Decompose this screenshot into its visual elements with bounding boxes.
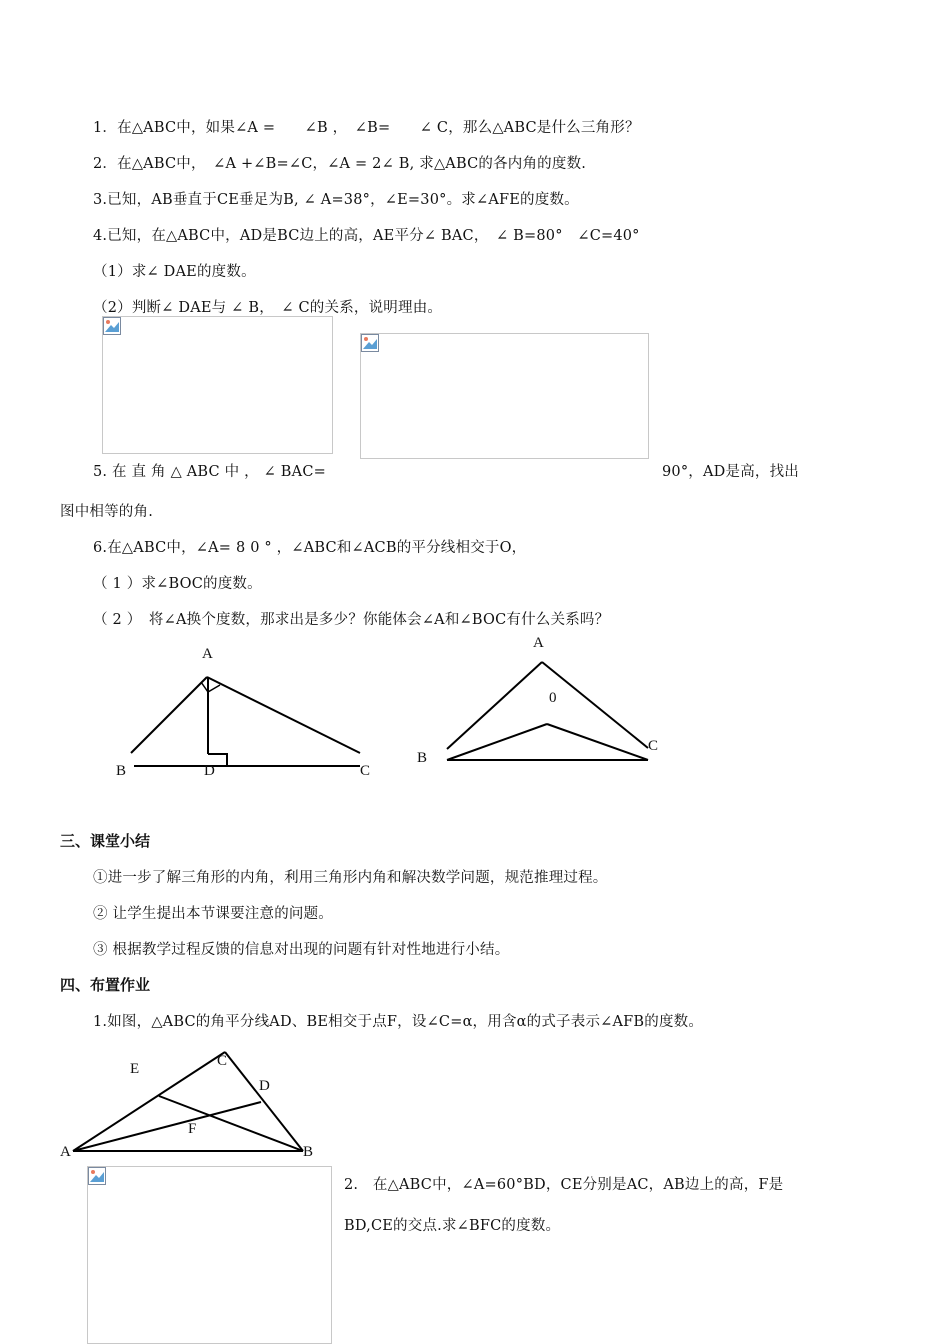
homework-2-line-2: BD,CE的交点.求∠BFC的度数。 [344, 1218, 561, 1234]
summary-item-3: ③ 根据教学过程反馈的信息对出现的问题有针对性地进行小结。 [93, 942, 510, 958]
question-3: 3.已知，AB垂直于CE垂足为B, ∠ A=38°，∠E=30°。求∠AFE的度数。 [93, 192, 579, 208]
figure3-label-a: A [60, 1144, 71, 1160]
figure3-label-b: B [303, 1144, 314, 1160]
question-5-continued: 图中相等的角. [60, 504, 154, 520]
question-5: 5. 在 直 角 △ ABC 中 ， ∠ BAC= [93, 464, 326, 480]
question-2: 2．在△ABC中， ∠A +∠B=∠C，∠A = 2∠ B, 求△ABC的各内角的度数. [93, 156, 587, 172]
homework-2-line-1: 2. 在△ABC中，∠A=60°BD，CE分别是AC，AB边上的高，F是 [344, 1177, 784, 1193]
question-6-part-1: （ 1 ）求∠BOC的度数。 [93, 576, 262, 592]
figure2-label-c: C [648, 738, 659, 754]
figure1-label-b: B [116, 763, 127, 779]
figure2-label-b: B [417, 750, 428, 766]
figure3-label-e: E [130, 1061, 140, 1077]
summary-heading: 三、课堂小结 [60, 832, 151, 850]
question-6-part-2: （ 2 ） 将∠A换个度数，那求出是多少？你能体会∠A和∠BOC有什么关系吗？ [93, 612, 610, 628]
question-6: 6.在△ABC中，∠A= 8 0 ° ，∠ABC和∠ACB的平分线相交于O， [93, 540, 527, 556]
summary-item-1: ①进一步了解三角形的内角，利用三角形内角和解决数学问题，规范推理过程。 [93, 870, 608, 886]
question-4-part-2: （2）判断∠ DAE与 ∠ B， ∠ C的关系，说明理由。 [93, 300, 443, 316]
question-1: 1．在△ABC中，如果∠A = ∠B ， ∠B= ∠ C，那么△ABC是什么三角形？ [93, 120, 640, 136]
figure2-label-a: A [533, 635, 544, 651]
image-placeholder-3 [87, 1166, 332, 1344]
figure1-label-a: A [202, 646, 213, 662]
figure3-label-d: D [259, 1078, 270, 1094]
figure1-label-d: D [204, 763, 215, 779]
summary-item-2: ② 让学生提出本节课要注意的问题。 [93, 906, 334, 922]
homework-heading: 四、布置作业 [60, 976, 151, 994]
figure3-label-c: C [217, 1053, 228, 1069]
figure2-label-o: 0 [549, 690, 557, 706]
broken-image-icon [88, 1167, 106, 1185]
question-4: 4.已知，在△ABC中，AD是BC边上的高，AE平分∠ BAC， ∠ B=80° ∠C=40° [93, 228, 640, 244]
question-5-end: 90°，AD是高，找出 [662, 464, 799, 480]
question-4-part-1: （1）求∠ DAE的度数。 [93, 264, 256, 280]
figure1-label-c: C [360, 763, 371, 779]
figure3-label-f: F [188, 1121, 197, 1137]
homework-1: 1.如图，△ABC的角平分线AD、BE相交于点F，设∠C=α，用含α的式子表示∠AFB的度数。 [93, 1014, 704, 1030]
